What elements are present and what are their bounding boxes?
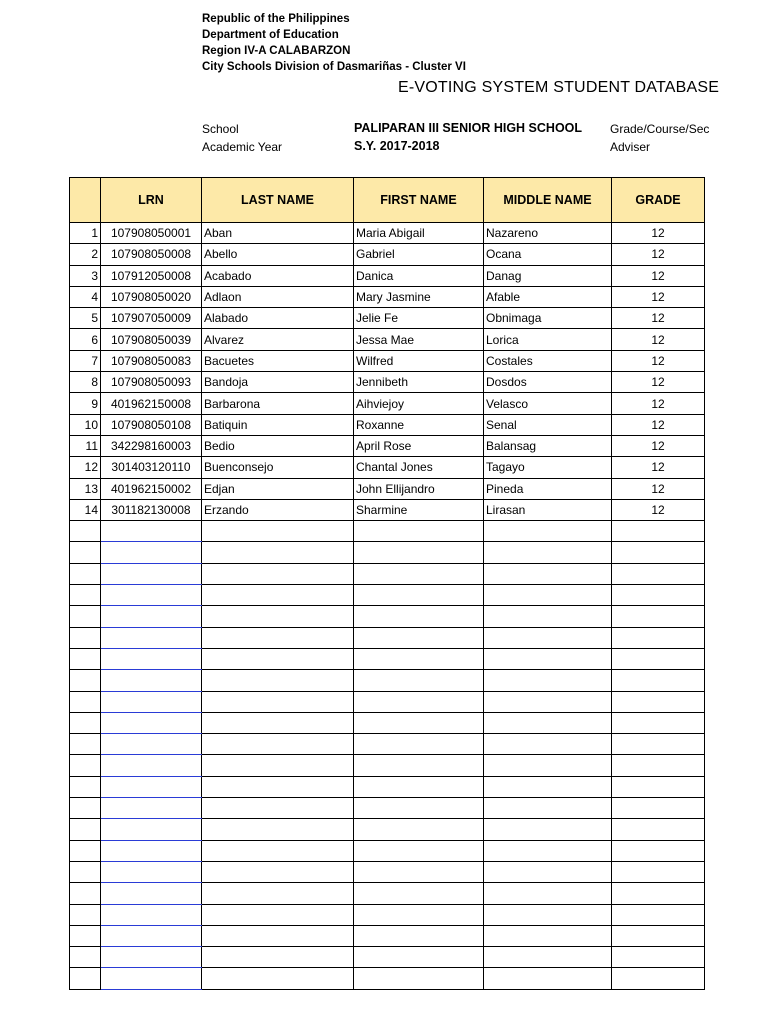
empty-first-name-cell[interactable] bbox=[354, 563, 484, 584]
header-lrn: LRN bbox=[101, 178, 202, 223]
row-number[interactable]: 9 bbox=[70, 393, 101, 414]
empty-table-row[interactable] bbox=[70, 776, 705, 797]
empty-row-number[interactable] bbox=[70, 883, 101, 904]
empty-grade-cell[interactable] bbox=[612, 606, 705, 627]
empty-first-name-cell[interactable] bbox=[354, 734, 484, 755]
first-name-cell[interactable]: Aihviejoy bbox=[354, 393, 484, 414]
middle-name-cell[interactable]: Senal bbox=[484, 414, 612, 435]
empty-row-number[interactable] bbox=[70, 755, 101, 776]
empty-lrn-cell[interactable] bbox=[101, 691, 202, 712]
academic-year-label: Academic Year bbox=[202, 140, 283, 154]
empty-row-number[interactable] bbox=[70, 585, 101, 606]
empty-last-name-cell[interactable] bbox=[202, 840, 354, 861]
empty-middle-name-cell[interactable] bbox=[484, 883, 612, 904]
empty-last-name-cell[interactable] bbox=[202, 883, 354, 904]
table-row[interactable] bbox=[70, 435, 705, 456]
empty-row-number[interactable] bbox=[70, 904, 101, 925]
empty-last-name-cell[interactable] bbox=[202, 627, 354, 648]
table-row[interactable] bbox=[70, 244, 705, 265]
empty-row-number[interactable] bbox=[70, 627, 101, 648]
middle-name-cell[interactable]: Ocana bbox=[484, 244, 612, 265]
last-name-cell[interactable]: Batiquin bbox=[202, 414, 354, 435]
middle-name-cell[interactable]: Costales bbox=[484, 350, 612, 371]
empty-grade-cell[interactable] bbox=[612, 755, 705, 776]
empty-grade-cell[interactable] bbox=[612, 904, 705, 925]
empty-lrn-cell[interactable] bbox=[101, 648, 202, 669]
empty-table-row[interactable] bbox=[70, 521, 705, 542]
empty-middle-name-cell[interactable] bbox=[484, 563, 612, 584]
empty-table-row[interactable] bbox=[70, 691, 705, 712]
table-row[interactable] bbox=[70, 308, 705, 329]
empty-last-name-cell[interactable] bbox=[202, 670, 354, 691]
table-header-row bbox=[70, 178, 705, 223]
empty-last-name-cell[interactable] bbox=[202, 776, 354, 797]
empty-middle-name-cell[interactable] bbox=[484, 648, 612, 669]
grade-cell[interactable]: 12 bbox=[612, 244, 705, 265]
empty-last-name-cell[interactable] bbox=[202, 585, 354, 606]
empty-table-row[interactable] bbox=[70, 861, 705, 882]
grade-cell[interactable]: 12 bbox=[612, 350, 705, 371]
empty-first-name-cell[interactable] bbox=[354, 627, 484, 648]
empty-first-name-cell[interactable] bbox=[354, 776, 484, 797]
empty-row-number[interactable] bbox=[70, 776, 101, 797]
empty-last-name-cell[interactable] bbox=[202, 861, 354, 882]
empty-grade-cell[interactable] bbox=[612, 968, 705, 989]
empty-grade-cell[interactable] bbox=[612, 734, 705, 755]
empty-row-number[interactable] bbox=[70, 670, 101, 691]
empty-table-row[interactable] bbox=[70, 968, 705, 989]
empty-grade-cell[interactable] bbox=[612, 840, 705, 861]
row-number[interactable]: 8 bbox=[70, 372, 101, 393]
empty-row-number[interactable] bbox=[70, 861, 101, 882]
empty-last-name-cell[interactable] bbox=[202, 798, 354, 819]
empty-row-number[interactable] bbox=[70, 925, 101, 946]
first-name-cell[interactable]: Danica bbox=[354, 265, 484, 286]
header-first-name: FIRST NAME bbox=[354, 178, 484, 223]
empty-middle-name-cell[interactable] bbox=[484, 925, 612, 946]
table-row[interactable] bbox=[70, 223, 705, 244]
empty-middle-name-cell[interactable] bbox=[484, 798, 612, 819]
lrn-cell[interactable]: 301182130008 bbox=[101, 499, 202, 520]
row-number[interactable]: 13 bbox=[70, 478, 101, 499]
empty-grade-cell[interactable] bbox=[612, 563, 705, 584]
empty-row-number[interactable] bbox=[70, 798, 101, 819]
grade-cell[interactable]: 12 bbox=[612, 286, 705, 307]
row-number[interactable]: 2 bbox=[70, 244, 101, 265]
last-name-cell[interactable]: Acabado bbox=[202, 265, 354, 286]
empty-middle-name-cell[interactable] bbox=[484, 691, 612, 712]
empty-first-name-cell[interactable] bbox=[354, 819, 484, 840]
empty-lrn-cell[interactable] bbox=[101, 861, 202, 882]
empty-first-name-cell[interactable] bbox=[354, 648, 484, 669]
empty-table-row[interactable] bbox=[70, 755, 705, 776]
empty-middle-name-cell[interactable] bbox=[484, 712, 612, 733]
empty-first-name-cell[interactable] bbox=[354, 904, 484, 925]
empty-lrn-cell[interactable] bbox=[101, 585, 202, 606]
header-region: Region IV-A CALABARZON bbox=[202, 45, 351, 57]
last-name-cell[interactable]: Erzando bbox=[202, 499, 354, 520]
first-name-cell[interactable]: Wilfred bbox=[354, 350, 484, 371]
empty-table-row[interactable] bbox=[70, 712, 705, 733]
header-index bbox=[70, 178, 101, 223]
empty-lrn-cell[interactable] bbox=[101, 521, 202, 542]
empty-lrn-cell[interactable] bbox=[101, 883, 202, 904]
lrn-cell[interactable]: 107908050108 bbox=[101, 414, 202, 435]
empty-lrn-cell[interactable] bbox=[101, 542, 202, 563]
empty-last-name-cell[interactable] bbox=[202, 712, 354, 733]
middle-name-cell[interactable]: Balansag bbox=[484, 435, 612, 456]
middle-name-cell[interactable]: Dosdos bbox=[484, 372, 612, 393]
lrn-cell[interactable]: 107908050008 bbox=[101, 244, 202, 265]
empty-table-row[interactable] bbox=[70, 798, 705, 819]
empty-last-name-cell[interactable] bbox=[202, 542, 354, 563]
empty-last-name-cell[interactable] bbox=[202, 521, 354, 542]
first-name-cell[interactable]: Maria Abigail bbox=[354, 223, 484, 244]
empty-first-name-cell[interactable] bbox=[354, 925, 484, 946]
empty-row-number[interactable] bbox=[70, 606, 101, 627]
first-name-cell[interactable]: April Rose bbox=[354, 435, 484, 456]
empty-grade-cell[interactable] bbox=[612, 776, 705, 797]
empty-middle-name-cell[interactable] bbox=[484, 542, 612, 563]
empty-grade-cell[interactable] bbox=[612, 947, 705, 968]
empty-table-row[interactable] bbox=[70, 734, 705, 755]
last-name-cell[interactable]: Abello bbox=[202, 244, 354, 265]
empty-last-name-cell[interactable] bbox=[202, 925, 354, 946]
last-name-cell[interactable]: Alvarez bbox=[202, 329, 354, 350]
lrn-cell[interactable]: 107908050093 bbox=[101, 372, 202, 393]
empty-middle-name-cell[interactable] bbox=[484, 585, 612, 606]
table-row[interactable] bbox=[70, 286, 705, 307]
empty-row-number[interactable] bbox=[70, 648, 101, 669]
empty-last-name-cell[interactable] bbox=[202, 606, 354, 627]
empty-first-name-cell[interactable] bbox=[354, 712, 484, 733]
academic-year-value: S.Y. 2017-2018 bbox=[354, 139, 440, 153]
school-value: PALIPARAN III SENIOR HIGH SCHOOL bbox=[354, 121, 583, 135]
table-row[interactable] bbox=[70, 265, 705, 286]
empty-grade-cell[interactable] bbox=[612, 648, 705, 669]
empty-grade-cell[interactable] bbox=[612, 712, 705, 733]
empty-table-row[interactable] bbox=[70, 606, 705, 627]
empty-first-name-cell[interactable] bbox=[354, 585, 484, 606]
last-name-cell[interactable]: Alabado bbox=[202, 308, 354, 329]
empty-grade-cell[interactable] bbox=[612, 670, 705, 691]
empty-row-number[interactable] bbox=[70, 712, 101, 733]
grade-cell[interactable]: 12 bbox=[612, 457, 705, 478]
empty-row-number[interactable] bbox=[70, 521, 101, 542]
empty-grade-cell[interactable] bbox=[612, 819, 705, 840]
empty-last-name-cell[interactable] bbox=[202, 947, 354, 968]
empty-first-name-cell[interactable] bbox=[354, 798, 484, 819]
lrn-cell[interactable]: 107908050039 bbox=[101, 329, 202, 350]
empty-last-name-cell[interactable] bbox=[202, 563, 354, 584]
empty-lrn-cell[interactable] bbox=[101, 947, 202, 968]
grade-cell[interactable]: 12 bbox=[612, 372, 705, 393]
empty-first-name-cell[interactable] bbox=[354, 670, 484, 691]
header-grade: GRADE bbox=[612, 178, 705, 223]
grade-cell[interactable]: 12 bbox=[612, 393, 705, 414]
last-name-cell[interactable]: Buenconsejo bbox=[202, 457, 354, 478]
empty-row-number[interactable] bbox=[70, 542, 101, 563]
empty-lrn-cell[interactable] bbox=[101, 925, 202, 946]
empty-last-name-cell[interactable] bbox=[202, 968, 354, 989]
empty-lrn-cell[interactable] bbox=[101, 968, 202, 989]
empty-last-name-cell[interactable] bbox=[202, 819, 354, 840]
grade-cell[interactable]: 12 bbox=[612, 308, 705, 329]
empty-row-number[interactable] bbox=[70, 968, 101, 989]
table-row[interactable] bbox=[70, 372, 705, 393]
empty-grade-cell[interactable] bbox=[612, 798, 705, 819]
table-row[interactable] bbox=[70, 393, 705, 414]
row-number[interactable]: 12 bbox=[70, 457, 101, 478]
empty-lrn-cell[interactable] bbox=[101, 819, 202, 840]
grade-cell[interactable]: 12 bbox=[612, 223, 705, 244]
empty-first-name-cell[interactable] bbox=[354, 606, 484, 627]
empty-last-name-cell[interactable] bbox=[202, 691, 354, 712]
empty-first-name-cell[interactable] bbox=[354, 840, 484, 861]
empty-grade-cell[interactable] bbox=[612, 883, 705, 904]
empty-last-name-cell[interactable] bbox=[202, 755, 354, 776]
empty-table-row[interactable] bbox=[70, 585, 705, 606]
empty-row-number[interactable] bbox=[70, 947, 101, 968]
empty-lrn-cell[interactable] bbox=[101, 627, 202, 648]
last-name-cell[interactable]: Bacuetes bbox=[202, 350, 354, 371]
header-division: City Schools Division of Dasmariñas - Cluster VI bbox=[202, 61, 466, 73]
page-title: E-VOTING SYSTEM STUDENT DATABASE bbox=[398, 79, 720, 96]
first-name-cell[interactable]: Jennibeth bbox=[354, 372, 484, 393]
table-row[interactable] bbox=[70, 499, 705, 520]
middle-name-cell[interactable]: Pineda bbox=[484, 478, 612, 499]
first-name-cell[interactable]: Sharmine bbox=[354, 499, 484, 520]
empty-middle-name-cell[interactable] bbox=[484, 776, 612, 797]
grade-course-sec-label: Grade/Course/Sec bbox=[610, 122, 710, 136]
empty-lrn-cell[interactable] bbox=[101, 840, 202, 861]
row-number[interactable]: 1 bbox=[70, 223, 101, 244]
empty-middle-name-cell[interactable] bbox=[484, 606, 612, 627]
empty-first-name-cell[interactable] bbox=[354, 861, 484, 882]
empty-grade-cell[interactable] bbox=[612, 925, 705, 946]
first-name-cell[interactable]: John Ellijandro bbox=[354, 478, 484, 499]
empty-row-number[interactable] bbox=[70, 734, 101, 755]
empty-middle-name-cell[interactable] bbox=[484, 734, 612, 755]
school-label: School bbox=[202, 122, 239, 136]
grade-cell[interactable]: 12 bbox=[612, 265, 705, 286]
empty-middle-name-cell[interactable] bbox=[484, 904, 612, 925]
last-name-cell[interactable]: Adlaon bbox=[202, 286, 354, 307]
empty-middle-name-cell[interactable] bbox=[484, 670, 612, 691]
middle-name-cell[interactable]: Lorica bbox=[484, 329, 612, 350]
lrn-cell[interactable]: 301403120110 bbox=[101, 457, 202, 478]
empty-table-row[interactable] bbox=[70, 840, 705, 861]
row-number[interactable]: 14 bbox=[70, 499, 101, 520]
empty-middle-name-cell[interactable] bbox=[484, 755, 612, 776]
middle-name-cell[interactable]: Afable bbox=[484, 286, 612, 307]
empty-grade-cell[interactable] bbox=[612, 627, 705, 648]
empty-lrn-cell[interactable] bbox=[101, 606, 202, 627]
row-number[interactable]: 7 bbox=[70, 350, 101, 371]
empty-lrn-cell[interactable] bbox=[101, 755, 202, 776]
header-department: Department of Education bbox=[202, 29, 339, 41]
empty-lrn-cell[interactable] bbox=[101, 776, 202, 797]
first-name-cell[interactable]: Chantal Jones bbox=[354, 457, 484, 478]
empty-middle-name-cell[interactable] bbox=[484, 521, 612, 542]
empty-lrn-cell[interactable] bbox=[101, 563, 202, 584]
last-name-cell[interactable]: Edjan bbox=[202, 478, 354, 499]
row-number[interactable]: 4 bbox=[70, 286, 101, 307]
empty-row-number[interactable] bbox=[70, 840, 101, 861]
empty-grade-cell[interactable] bbox=[612, 861, 705, 882]
empty-last-name-cell[interactable] bbox=[202, 648, 354, 669]
last-name-cell[interactable]: Barbarona bbox=[202, 393, 354, 414]
row-number[interactable]: 6 bbox=[70, 329, 101, 350]
empty-grade-cell[interactable] bbox=[612, 585, 705, 606]
lrn-cell[interactable]: 401962150002 bbox=[101, 478, 202, 499]
empty-table-row[interactable] bbox=[70, 670, 705, 691]
middle-name-cell[interactable]: Obnimaga bbox=[484, 308, 612, 329]
empty-table-row[interactable] bbox=[70, 883, 705, 904]
lrn-cell[interactable]: 107908050083 bbox=[101, 350, 202, 371]
empty-first-name-cell[interactable] bbox=[354, 755, 484, 776]
lrn-cell[interactable]: 342298160003 bbox=[101, 435, 202, 456]
last-name-cell[interactable]: Bandoja bbox=[202, 372, 354, 393]
empty-row-number[interactable] bbox=[70, 563, 101, 584]
grade-cell[interactable]: 12 bbox=[612, 499, 705, 520]
row-number[interactable]: 11 bbox=[70, 435, 101, 456]
header-middle-name: MIDDLE NAME bbox=[484, 178, 612, 223]
empty-row-number[interactable] bbox=[70, 691, 101, 712]
row-number[interactable]: 10 bbox=[70, 414, 101, 435]
empty-grade-cell[interactable] bbox=[612, 542, 705, 563]
middle-name-cell[interactable]: Velasco bbox=[484, 393, 612, 414]
empty-lrn-cell[interactable] bbox=[101, 798, 202, 819]
empty-middle-name-cell[interactable] bbox=[484, 819, 612, 840]
empty-table-row[interactable] bbox=[70, 627, 705, 648]
empty-grade-cell[interactable] bbox=[612, 521, 705, 542]
empty-middle-name-cell[interactable] bbox=[484, 840, 612, 861]
middle-name-cell[interactable]: Lirasan bbox=[484, 499, 612, 520]
adviser-label: Adviser bbox=[610, 140, 651, 154]
header-last-name: LAST NAME bbox=[202, 178, 354, 223]
empty-grade-cell[interactable] bbox=[612, 691, 705, 712]
table-row[interactable] bbox=[70, 329, 705, 350]
row-number[interactable]: 5 bbox=[70, 308, 101, 329]
grade-cell[interactable]: 12 bbox=[612, 329, 705, 350]
middle-name-cell[interactable]: Nazareno bbox=[484, 223, 612, 244]
lrn-cell[interactable]: 107908050020 bbox=[101, 286, 202, 307]
lrn-cell[interactable]: 107907050009 bbox=[101, 308, 202, 329]
row-number[interactable]: 3 bbox=[70, 265, 101, 286]
empty-table-row[interactable] bbox=[70, 563, 705, 584]
last-name-cell[interactable]: Aban bbox=[202, 223, 354, 244]
empty-first-name-cell[interactable] bbox=[354, 968, 484, 989]
empty-table-row[interactable] bbox=[70, 542, 705, 563]
empty-first-name-cell[interactable] bbox=[354, 521, 484, 542]
empty-first-name-cell[interactable] bbox=[354, 883, 484, 904]
empty-table-row[interactable] bbox=[70, 925, 705, 946]
empty-table-row[interactable] bbox=[70, 904, 705, 925]
empty-last-name-cell[interactable] bbox=[202, 904, 354, 925]
empty-lrn-cell[interactable] bbox=[101, 904, 202, 925]
first-name-cell[interactable]: Gabriel bbox=[354, 244, 484, 265]
lrn-cell[interactable]: 107912050008 bbox=[101, 265, 202, 286]
middle-name-cell[interactable]: Tagayo bbox=[484, 457, 612, 478]
table-row[interactable] bbox=[70, 350, 705, 371]
table-row[interactable] bbox=[70, 478, 705, 499]
grade-cell[interactable]: 12 bbox=[612, 478, 705, 499]
table-body bbox=[70, 223, 705, 990]
last-name-cell[interactable]: Bedio bbox=[202, 435, 354, 456]
first-name-cell[interactable]: Jelie Fe bbox=[354, 308, 484, 329]
empty-table-row[interactable] bbox=[70, 819, 705, 840]
grade-cell[interactable]: 12 bbox=[612, 414, 705, 435]
empty-table-row[interactable] bbox=[70, 947, 705, 968]
table-row[interactable] bbox=[70, 414, 705, 435]
first-name-cell[interactable]: Mary Jasmine bbox=[354, 286, 484, 307]
empty-lrn-cell[interactable] bbox=[101, 734, 202, 755]
student-table bbox=[69, 177, 705, 990]
lrn-cell[interactable]: 107908050001 bbox=[101, 223, 202, 244]
empty-lrn-cell[interactable] bbox=[101, 670, 202, 691]
header-republic: Republic of the Philippines bbox=[202, 13, 350, 25]
empty-first-name-cell[interactable] bbox=[354, 947, 484, 968]
empty-middle-name-cell[interactable] bbox=[484, 861, 612, 882]
first-name-cell[interactable]: Jessa Mae bbox=[354, 329, 484, 350]
table-row[interactable] bbox=[70, 457, 705, 478]
grade-cell[interactable]: 12 bbox=[612, 435, 705, 456]
empty-table-row[interactable] bbox=[70, 648, 705, 669]
empty-middle-name-cell[interactable] bbox=[484, 968, 612, 989]
empty-last-name-cell[interactable] bbox=[202, 734, 354, 755]
lrn-cell[interactable]: 401962150008 bbox=[101, 393, 202, 414]
empty-first-name-cell[interactable] bbox=[354, 542, 484, 563]
empty-lrn-cell[interactable] bbox=[101, 712, 202, 733]
empty-first-name-cell[interactable] bbox=[354, 691, 484, 712]
empty-middle-name-cell[interactable] bbox=[484, 947, 612, 968]
middle-name-cell[interactable]: Danag bbox=[484, 265, 612, 286]
empty-row-number[interactable] bbox=[70, 819, 101, 840]
first-name-cell[interactable]: Roxanne bbox=[354, 414, 484, 435]
empty-middle-name-cell[interactable] bbox=[484, 627, 612, 648]
